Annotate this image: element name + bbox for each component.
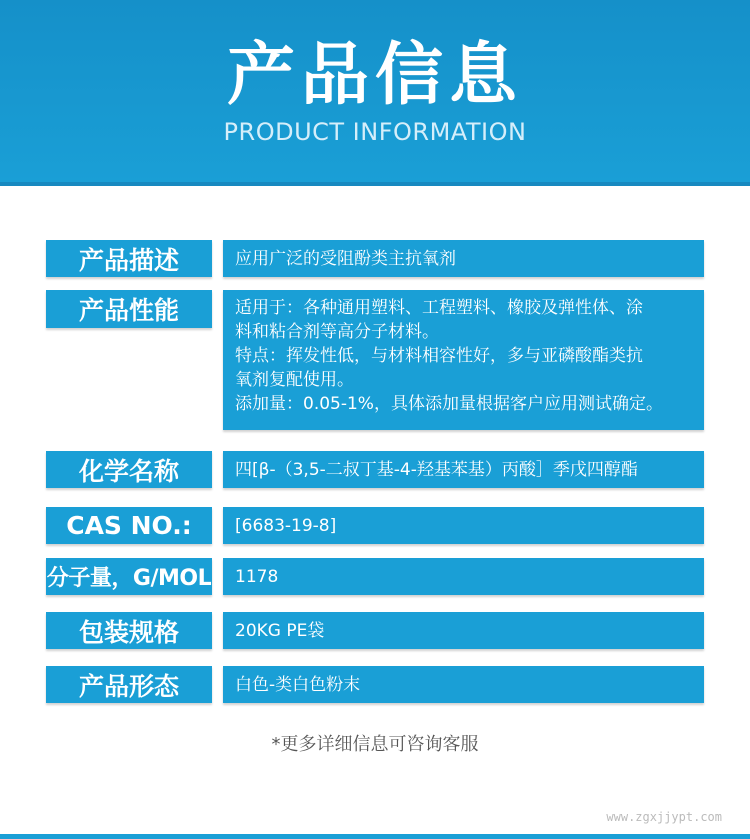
label-molecular-weight: 分子量，G/MOL xyxy=(46,558,212,595)
row-form xyxy=(46,666,704,703)
performance-line: 氧剂复配使用。 xyxy=(235,370,354,390)
watermark: www.zgxjjypt.com xyxy=(606,810,722,824)
label-package: 包装规格 xyxy=(46,612,212,649)
footer-note: *更多详细信息可咨询客服 xyxy=(271,734,479,755)
value-molecular-weight: 1178 xyxy=(223,558,704,595)
page-subtitle: PRODUCT INFORMATION xyxy=(223,118,527,146)
row-cas xyxy=(46,507,704,544)
label-description: 产品描述 xyxy=(46,240,212,277)
label-cas: CAS NO.: xyxy=(46,507,212,544)
bottom-divider xyxy=(0,834,750,839)
row-performance xyxy=(46,290,704,430)
performance-line: 适用于：各种通用塑料、工程塑料、橡胶及弹性体、涂 xyxy=(235,298,643,318)
value-performance xyxy=(223,290,704,430)
row-description xyxy=(46,240,704,277)
value-form: 白色-类白色粉末 xyxy=(223,666,704,703)
performance-line: 料和粘合剂等高分子材料。 xyxy=(235,322,439,342)
value-cas: [6683-19-8] xyxy=(223,507,704,544)
value-description: 应用广泛的受阻酚类主抗氧剂 xyxy=(223,240,704,277)
row-chemical-name xyxy=(46,451,704,488)
label-performance: 产品性能 xyxy=(46,290,212,328)
value-package: 20KG PE袋 xyxy=(223,612,704,649)
page-title: 产品信息 xyxy=(226,36,523,115)
performance-line: 添加量：0.05-1%，具体添加量根据客户应用测试确定。 xyxy=(235,394,663,414)
label-form: 产品形态 xyxy=(46,666,212,703)
header-banner xyxy=(0,0,750,186)
label-chemical-name: 化学名称 xyxy=(46,451,212,488)
value-chemical-name: 四[β-（3,5-二叔丁基-4-羟基苯基）丙酸］季戊四醇酯 xyxy=(223,451,704,488)
performance-line: 特点：挥发性低，与材料相容性好，多与亚磷酸酯类抗 xyxy=(235,346,643,366)
row-package xyxy=(46,612,704,649)
row-molecular-weight xyxy=(46,558,704,595)
